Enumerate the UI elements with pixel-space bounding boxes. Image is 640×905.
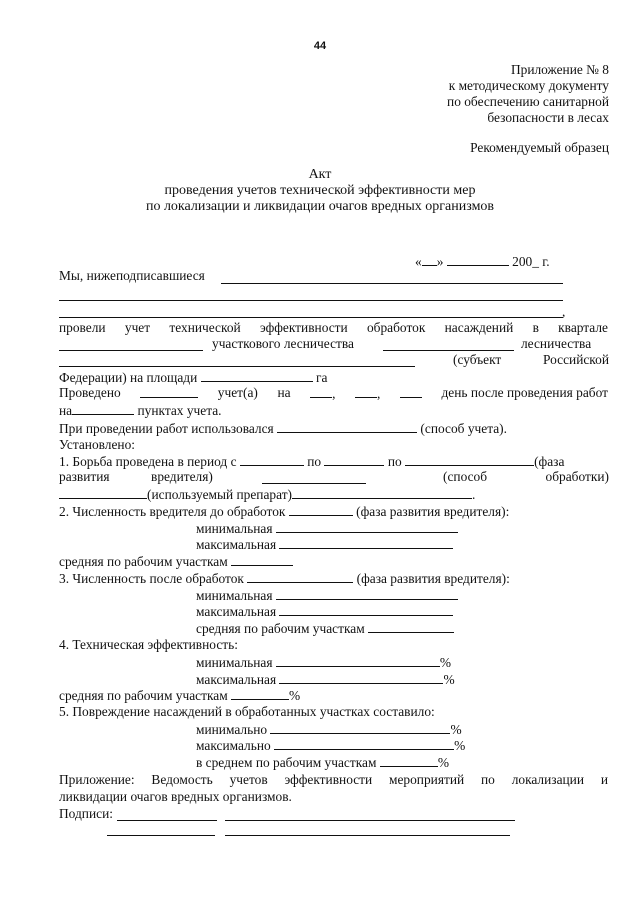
document-title-line: по локализации и ликвидации очагов вредных организмов bbox=[145, 199, 495, 214]
comma: , bbox=[562, 304, 566, 319]
date-line: « » 200_ г. bbox=[415, 254, 550, 269]
max-line: максимальная bbox=[196, 536, 453, 553]
undersigned-field[interactable] bbox=[221, 283, 563, 284]
appendix-line: Приложение: Ведомость учетов эффективности мероприятий по локализации и bbox=[59, 772, 608, 787]
treatment-field[interactable] bbox=[262, 483, 366, 484]
days-field[interactable] bbox=[310, 385, 332, 398]
district-label: участкового лесничества bbox=[212, 336, 354, 351]
subject-label: (субъект bbox=[453, 352, 502, 367]
document-title: Акт bbox=[308, 167, 332, 182]
days-field[interactable] bbox=[355, 385, 377, 398]
min-field[interactable] bbox=[276, 587, 458, 600]
preparation-field[interactable] bbox=[59, 486, 147, 499]
avg-line: в среднем по рабочим участкам % bbox=[196, 755, 449, 770]
min-line: минимальная bbox=[196, 587, 458, 604]
appendix-line: ликвидации очагов вредных организмов. bbox=[59, 789, 292, 804]
section-1-label: вредителя) bbox=[151, 469, 213, 484]
conducted-line: провели учет технической эффективности обработок насаждений в квартале bbox=[59, 320, 608, 335]
preparation-line: (используемый препарат) . bbox=[59, 486, 475, 503]
method-field[interactable] bbox=[277, 420, 417, 433]
min-field[interactable] bbox=[276, 520, 458, 533]
preparation-field[interactable] bbox=[292, 486, 472, 499]
signature-field[interactable] bbox=[117, 820, 217, 821]
avg-line: средняя по рабочим участкам bbox=[59, 553, 293, 570]
avg-line: средняя по рабочим участкам % bbox=[59, 688, 301, 703]
max-field[interactable] bbox=[279, 603, 453, 616]
document-title-line: проведения учетов технической эффективности мер bbox=[164, 183, 476, 198]
signatures-label: Подписи: bbox=[59, 806, 113, 821]
established-label: Установлено: bbox=[59, 437, 135, 452]
section-4-label: 4. Техническая эффективность: bbox=[59, 637, 238, 652]
points-line: на пунктах учета. bbox=[59, 403, 222, 418]
min-line: минимальная % bbox=[196, 655, 451, 670]
district-field[interactable] bbox=[383, 350, 514, 351]
undersigned-label: Мы, нижеподписавшиеся bbox=[59, 268, 205, 283]
avg-field[interactable] bbox=[231, 553, 293, 566]
section-3-line: 3. Численность после обработок (фаза развития вредителя): bbox=[59, 571, 510, 586]
forestry-label: лесничества bbox=[521, 336, 592, 351]
signature-field[interactable] bbox=[107, 835, 215, 836]
avg-line: средняя по рабочим участкам bbox=[196, 620, 454, 637]
appendix-number: Приложение № 8 bbox=[510, 62, 609, 77]
max-field[interactable] bbox=[274, 737, 454, 750]
max-line: максимально % bbox=[196, 738, 466, 753]
recommended-sample: Рекомендуемый образец bbox=[470, 140, 609, 155]
count-before-field[interactable] bbox=[289, 503, 353, 516]
done-count-field[interactable] bbox=[140, 385, 198, 398]
section-1-label: развития bbox=[59, 469, 110, 484]
count-after-field[interactable] bbox=[247, 570, 353, 583]
section-2-line: 2. Численность вредителя до обработок (фаза развития вредителя): bbox=[59, 504, 510, 519]
days-field[interactable] bbox=[400, 385, 422, 398]
section-1-line: 1. Борьба проведена в период с по по (фаза bbox=[59, 454, 565, 469]
min-line: минимальная bbox=[196, 520, 458, 537]
appendix-ref-line: к методическому документу bbox=[448, 78, 609, 93]
undersigned-field[interactable] bbox=[59, 317, 563, 318]
signature-name-field[interactable] bbox=[225, 820, 515, 821]
points-field[interactable] bbox=[72, 402, 134, 415]
method-line: При проведении работ использовался (способ учета). bbox=[59, 421, 507, 436]
max-field[interactable] bbox=[279, 536, 453, 549]
section-1-label: (способ bbox=[443, 469, 488, 484]
appendix-ref-line: по обеспечению санитарной bbox=[447, 94, 609, 109]
page-number: 44 bbox=[313, 40, 327, 52]
avg-field[interactable] bbox=[368, 620, 454, 633]
month-field[interactable] bbox=[447, 253, 509, 266]
undersigned-field[interactable] bbox=[59, 300, 563, 301]
area-field[interactable] bbox=[201, 369, 313, 382]
forestry-field[interactable] bbox=[59, 366, 415, 367]
subject-label: Российской bbox=[543, 352, 609, 367]
signature-name-field[interactable] bbox=[225, 835, 510, 836]
phase-field[interactable] bbox=[405, 453, 534, 466]
appendix-ref-line: безопасности в лесах bbox=[487, 110, 609, 125]
max-line: максимальная % bbox=[196, 672, 455, 687]
min-field[interactable] bbox=[270, 721, 450, 734]
section-1-label: обработки) bbox=[545, 469, 609, 484]
end-date-field[interactable] bbox=[324, 453, 384, 466]
section-5-label: 5. Повреждение насаждений в обработанных участках составило: bbox=[59, 704, 435, 719]
day-field[interactable] bbox=[422, 253, 437, 266]
min-field[interactable] bbox=[276, 654, 440, 667]
avg-field[interactable] bbox=[380, 754, 438, 767]
start-date-field[interactable] bbox=[240, 453, 304, 466]
max-field[interactable] bbox=[279, 671, 443, 684]
avg-field[interactable] bbox=[231, 687, 289, 700]
min-line: минимально % bbox=[196, 722, 462, 737]
federation-label: Федерации) на площади га bbox=[59, 370, 328, 385]
done-line: Проведено учет(а) на , , день после проведения работ bbox=[59, 385, 608, 401]
quarter-field[interactable] bbox=[59, 350, 203, 351]
max-line: максимальная bbox=[196, 603, 453, 620]
